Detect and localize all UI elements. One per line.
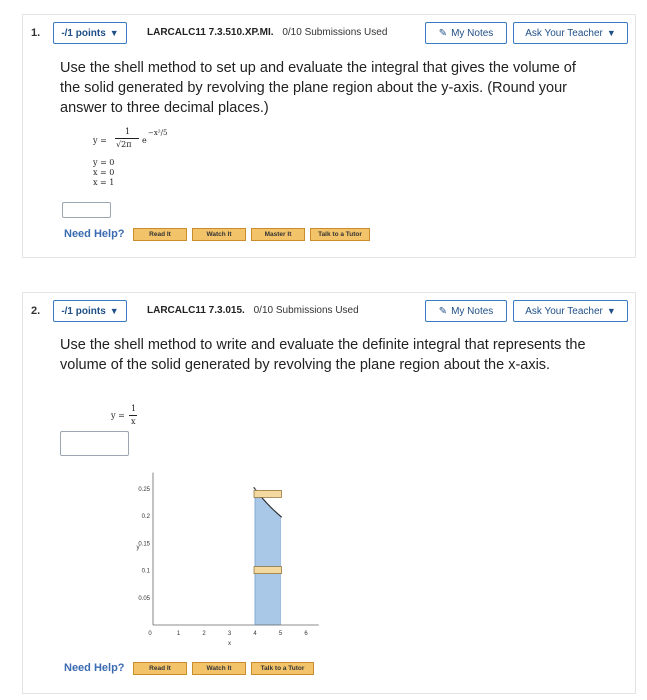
eq-y-zero: y = 0 [93, 158, 115, 167]
read-it-button[interactable]: Read It [133, 228, 187, 241]
shell-method-chart [103, 463, 403, 647]
my-notes-button[interactable] [425, 300, 507, 322]
watch-it-button[interactable]: Watch It [192, 228, 246, 241]
question-number: 2. [31, 305, 41, 317]
x-axis-label: x [228, 641, 231, 647]
points-label: -/1 points [61, 27, 106, 39]
my-notes-button[interactable] [425, 22, 507, 44]
x-tick-label: 0 [148, 631, 152, 637]
eq-lhs: y = [93, 136, 107, 145]
eq-lhs: y = [111, 411, 125, 420]
points-label: -/1 points [61, 305, 106, 317]
equation-y-function [111, 405, 171, 429]
eq-denominator: x [131, 417, 136, 426]
answer-input[interactable] [62, 202, 111, 218]
my-notes-label: My Notes [451, 27, 494, 39]
x-tick-label: 6 [304, 631, 308, 637]
fraction-bar [115, 138, 139, 139]
reference-code [147, 305, 359, 316]
points-dropdown[interactable] [53, 22, 127, 44]
talk-to-tutor-button[interactable]: Talk to a Tutor [310, 228, 370, 241]
x-tick-label: 3 [227, 631, 232, 637]
question-prompt: Use the shell method to write and evaluate the definite integral that represents the volume of the solid generated by revolving the plane region about the x-axis. [60, 337, 586, 373]
equation-lines [93, 158, 114, 188]
chevron-down-icon: ▼ [606, 28, 616, 38]
ask-teacher-label: Ask Your Teacher [525, 305, 603, 317]
talk-to-tutor-button[interactable]: Talk to a Tutor [251, 662, 314, 675]
chevron-down-icon: ▼ [606, 306, 616, 316]
my-notes-label: My Notes [451, 305, 494, 317]
reference-code [147, 27, 387, 38]
question-1-card [22, 14, 636, 258]
eq-denominator: √2π [116, 140, 132, 149]
ask-your-teacher-button[interactable] [513, 300, 628, 322]
eq-x-one: x = 1 [93, 178, 115, 187]
y-tick-label: 0.2 [141, 514, 150, 521]
submissions-used: 0/10 Submissions Used [282, 27, 388, 38]
chevron-down-icon: ▼ [109, 306, 119, 316]
ask-your-teacher-button[interactable] [513, 22, 628, 44]
y-tick-label: 0.05 [138, 595, 150, 602]
ref-code: LARCALC11 7.3.510.XP.MI. [147, 27, 274, 38]
eq-x-zero: x = 0 [93, 168, 115, 177]
question-number: 1. [31, 27, 41, 39]
eq-numerator: 1 [131, 404, 137, 413]
y-tick-label: 0.25 [138, 487, 150, 493]
read-it-button[interactable]: Read It [133, 662, 187, 675]
fraction-bar [129, 415, 137, 416]
shell-rectangle-1 [254, 567, 282, 574]
ref-code: LARCALC11 7.3.015. [147, 305, 245, 316]
need-help-label: Need Help? [64, 662, 125, 674]
eq-exponent: −x²/5 [148, 129, 168, 137]
notes-icon: ✎ [438, 27, 448, 39]
submissions-used: 0/10 Submissions Used [253, 305, 359, 316]
watch-it-button[interactable]: Watch It [192, 662, 246, 675]
master-it-button[interactable]: Master It [251, 228, 305, 241]
notes-icon: ✎ [438, 305, 448, 317]
equation-y-function [93, 127, 213, 153]
y-tick-label: 0.1 [141, 568, 150, 575]
x-tick-label: 2 [202, 631, 206, 637]
x-tick-label: 1 [176, 631, 181, 637]
eq-exp-base: e [142, 136, 147, 145]
points-dropdown[interactable] [53, 300, 127, 322]
need-help-label: Need Help? [64, 228, 125, 240]
chevron-down-icon: ▼ [109, 28, 119, 38]
x-tick-label: 5 [278, 631, 283, 637]
y-tick-label: 0.15 [138, 541, 150, 548]
shell-rectangle-0 [254, 490, 282, 497]
question-prompt: Use the shell method to set up and evaluate the integral that gives the volume of the solid generated by revolving the plane region about the y-axis. (Round your answer to three decimal places.) [60, 60, 576, 116]
shaded-region [255, 489, 281, 625]
question-2-card [22, 292, 636, 694]
ask-teacher-label: Ask Your Teacher [525, 27, 603, 39]
x-tick-label: 4 [253, 631, 257, 637]
answer-input[interactable] [60, 431, 129, 456]
y-axis-label: y [136, 544, 140, 551]
eq-numerator: 1 [125, 127, 131, 136]
